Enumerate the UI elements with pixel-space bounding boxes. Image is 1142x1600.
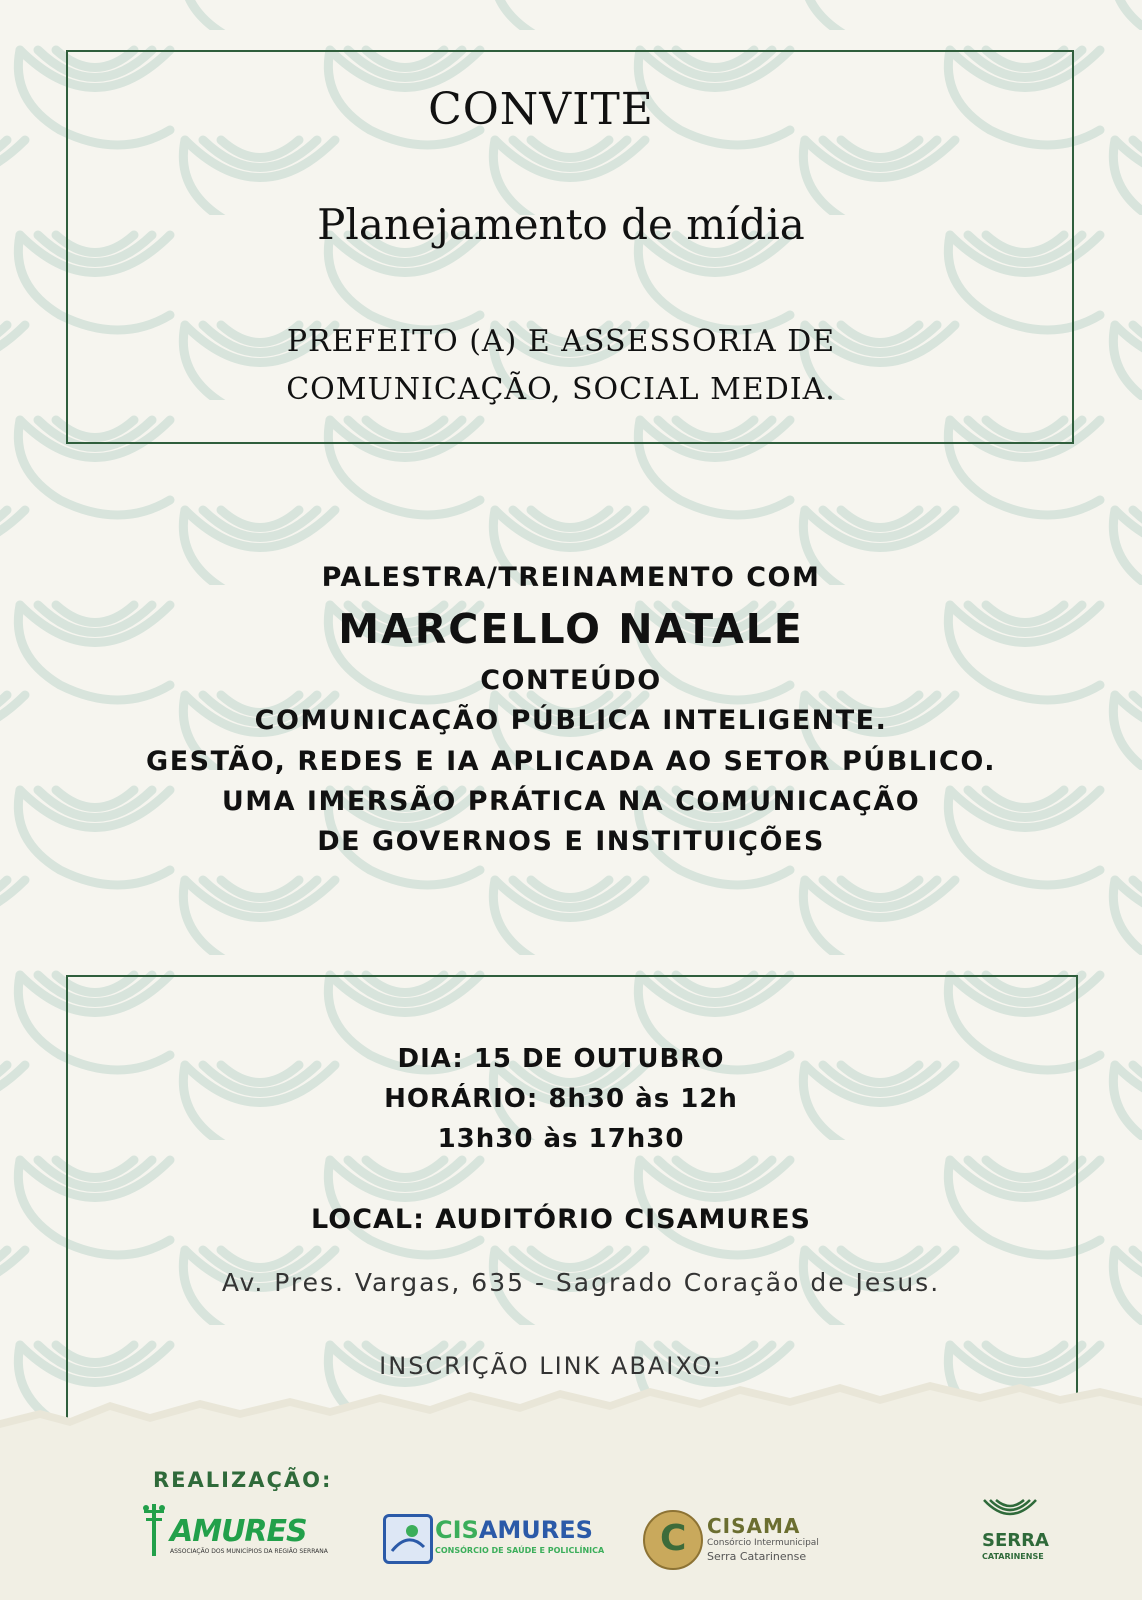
organizers-label: REALIZAÇÃO:	[153, 1468, 333, 1492]
event-audience	[0, 318, 1132, 414]
content-label: CONTEÚDO	[480, 665, 662, 696]
audience-line-2: COMUNICAÇÃO, SOCIAL MEDIA.	[286, 372, 836, 407]
amures-subtitle: ASSOCIAÇÃO DOS MUNICÍPIOS DA REGIÃO SERRANA	[170, 1548, 328, 1555]
cisamures-logo	[383, 1514, 605, 1564]
cisamures-subtitle: CONSÓRCIO DE SAÚDE E POLICLÍNICA	[435, 1546, 605, 1555]
cisama-name: CISAMA	[707, 1514, 801, 1538]
serra-name: SERRA	[982, 1530, 1049, 1551]
serra-subtitle: CATARINENSE	[982, 1552, 1044, 1561]
event-subject: Planejamento de mídia	[317, 200, 805, 249]
content-line: COMUNICAÇÃO PÚBLICA INTELIGENTE.	[254, 705, 888, 736]
tree-icon	[140, 1500, 168, 1560]
serra-catarinense-logo	[980, 1494, 1049, 1574]
audience-line-1: PREFEITO (A) E ASSESSORIA DE	[286, 324, 836, 359]
talk-intro: PALESTRA/TREINAMENTO COM	[321, 562, 821, 593]
content-line: DE GOVERNOS E INSTITUIÇÕES	[317, 826, 825, 857]
event-time-afternoon: 13h30 às 17h30	[437, 1124, 685, 1154]
amures-name: AMURES	[170, 1514, 307, 1549]
amures-logo	[140, 1500, 328, 1560]
serra-arcs-icon	[980, 1494, 1040, 1528]
event-location: LOCAL: AUDITÓRIO CISAMURES	[311, 1204, 811, 1235]
registration-note: INSCRIÇÃO LINK ABAIXO:	[379, 1352, 723, 1380]
event-address: Av. Pres. Vargas, 635 - Sagrado Coração de Jesus.	[221, 1268, 941, 1297]
cisama-emblem-icon: C	[643, 1510, 703, 1570]
cisama-subtitle-1: Consórcio Intermunicipal	[707, 1538, 819, 1548]
invitation-title: CONVITE	[428, 84, 654, 135]
cisamures-emblem-icon	[383, 1514, 433, 1564]
event-time-morning: HORÁRIO: 8h30 às 12h	[384, 1084, 738, 1114]
event-date: DIA: 15 DE OUTUBRO	[397, 1044, 725, 1074]
cisama-logo	[643, 1510, 823, 1570]
content-line: UMA IMERSÃO PRÁTICA NA COMUNICAÇÃO	[221, 786, 921, 817]
cisamures-name: CISAMURES	[435, 1516, 593, 1544]
content-line: GESTÃO, REDES E IA APLICADA AO SETOR PÚBLICO.	[146, 746, 996, 777]
speaker-name: MARCELLO NATALE	[338, 605, 804, 653]
cisama-subtitle-2: Serra Catarinense	[707, 1550, 807, 1563]
